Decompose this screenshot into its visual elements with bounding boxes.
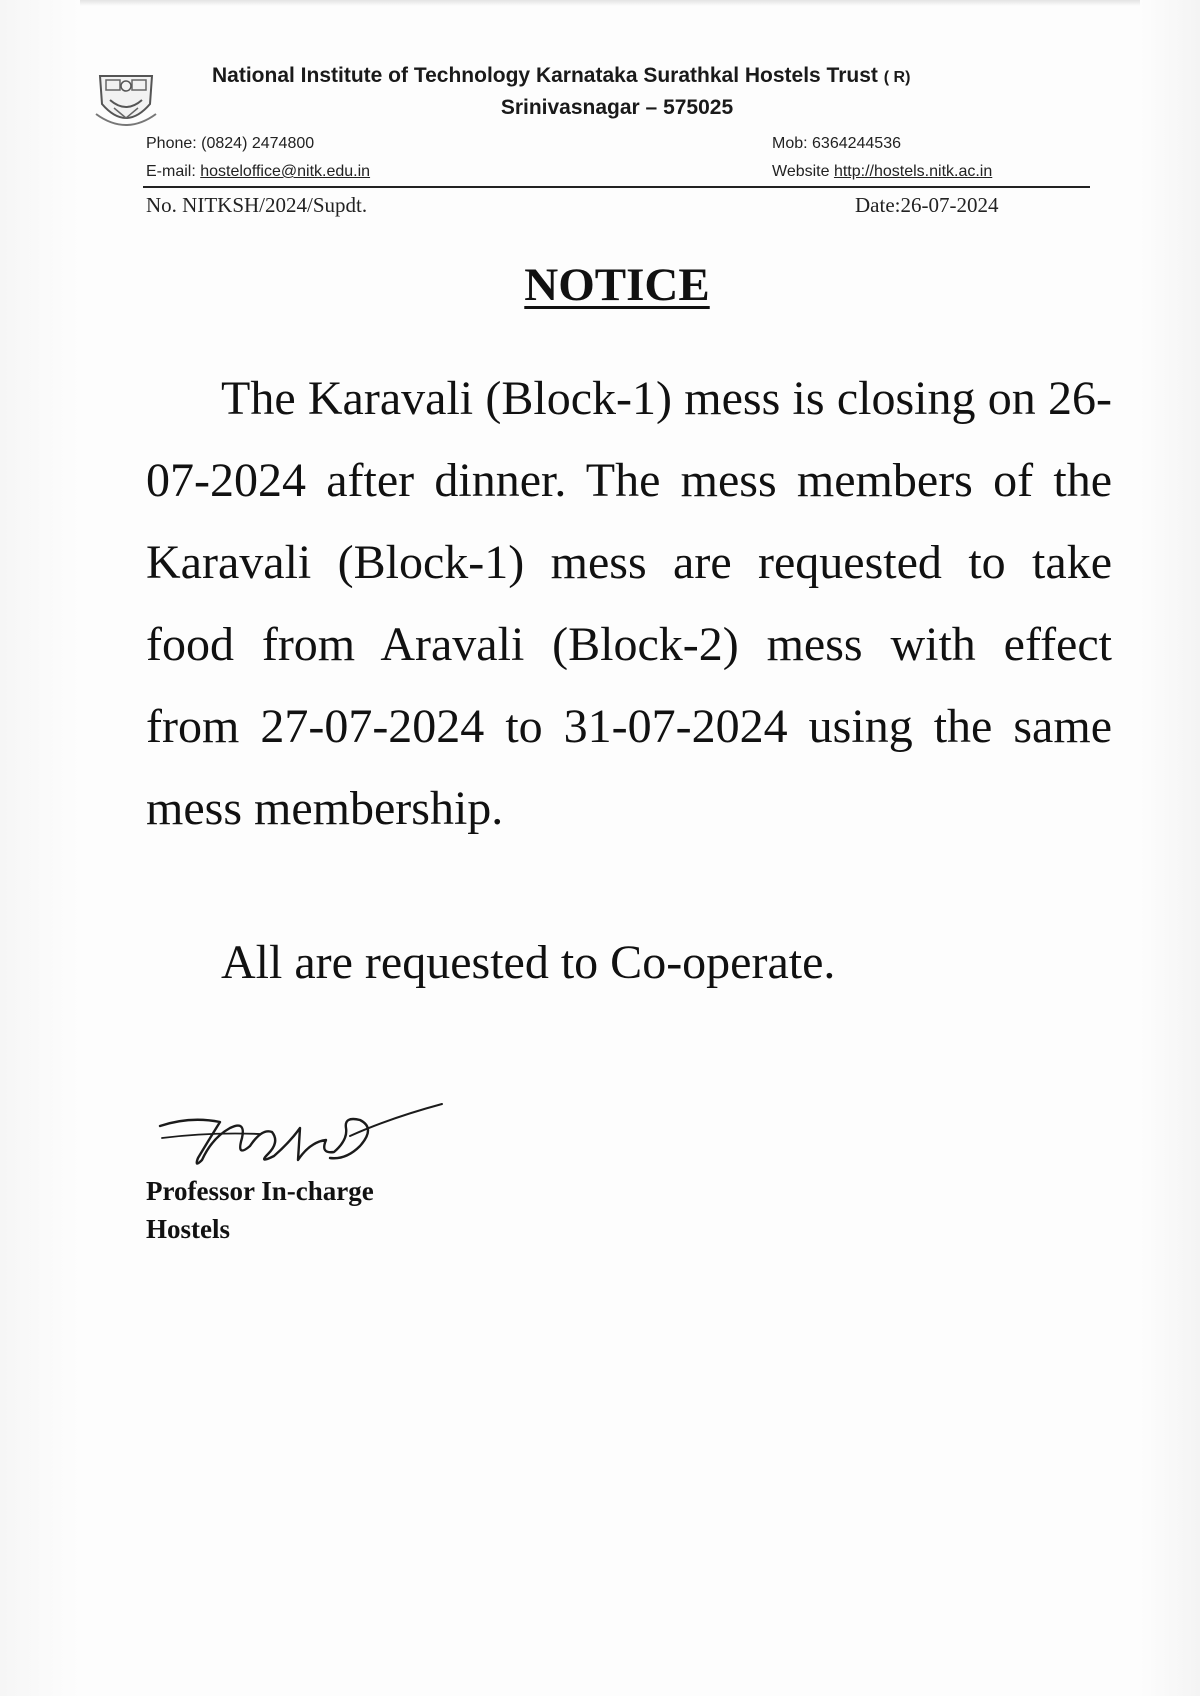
phone-number: (0824) 2474800 [201,135,315,152]
website-line [772,163,992,181]
notice-closing: All are requested to Co-operate. [221,936,836,989]
notice-title-text: NOTICE [524,259,710,311]
mobile-number: 6364244536 [812,135,901,152]
mobile-line [772,135,901,153]
website-link[interactable]: http://hostels.nitk.ac.in [833,163,993,180]
email-line [146,163,370,181]
scan-edge [0,0,1200,6]
organization-address: Srinivasnagar – 575025 [500,96,734,119]
scan-edge [1140,0,1200,1696]
email-label: E-mail: [146,163,201,180]
notice-title [0,258,1200,312]
registration-mark: ( R) [883,69,911,86]
organization-name-text: National Institute of Technology Karnataka Surathkal Hostels Trust [212,64,878,87]
scan-edge [0,0,80,1696]
organization-name [212,64,1012,88]
phone-line [146,135,314,153]
notice-date: Date:26-07-2024 [855,193,999,217]
mobile-label: Mob: [772,135,813,152]
handwritten-signature [150,1098,450,1178]
reference-number: No. NITKSH/2024/Supdt. [146,193,368,217]
header-divider [143,186,1090,188]
signatory-title: Professor In-charge [146,1176,374,1206]
phone-label: Phone: [146,135,202,152]
email-link[interactable]: hosteloffice@nitk.edu.in [200,163,371,180]
website-label: Website [772,163,834,180]
notice-body: The Karavali (Block-1) mess is closing on 26-07-2024 after dinner. The mess members of the Karavali (Block-1) mess are requested to take food from Aravali (Block-2) mess with effect from 27-07-2024 to 31-07-2024 using the same mess membership. [146,372,1112,835]
signatory-department: Hostels [146,1214,230,1244]
